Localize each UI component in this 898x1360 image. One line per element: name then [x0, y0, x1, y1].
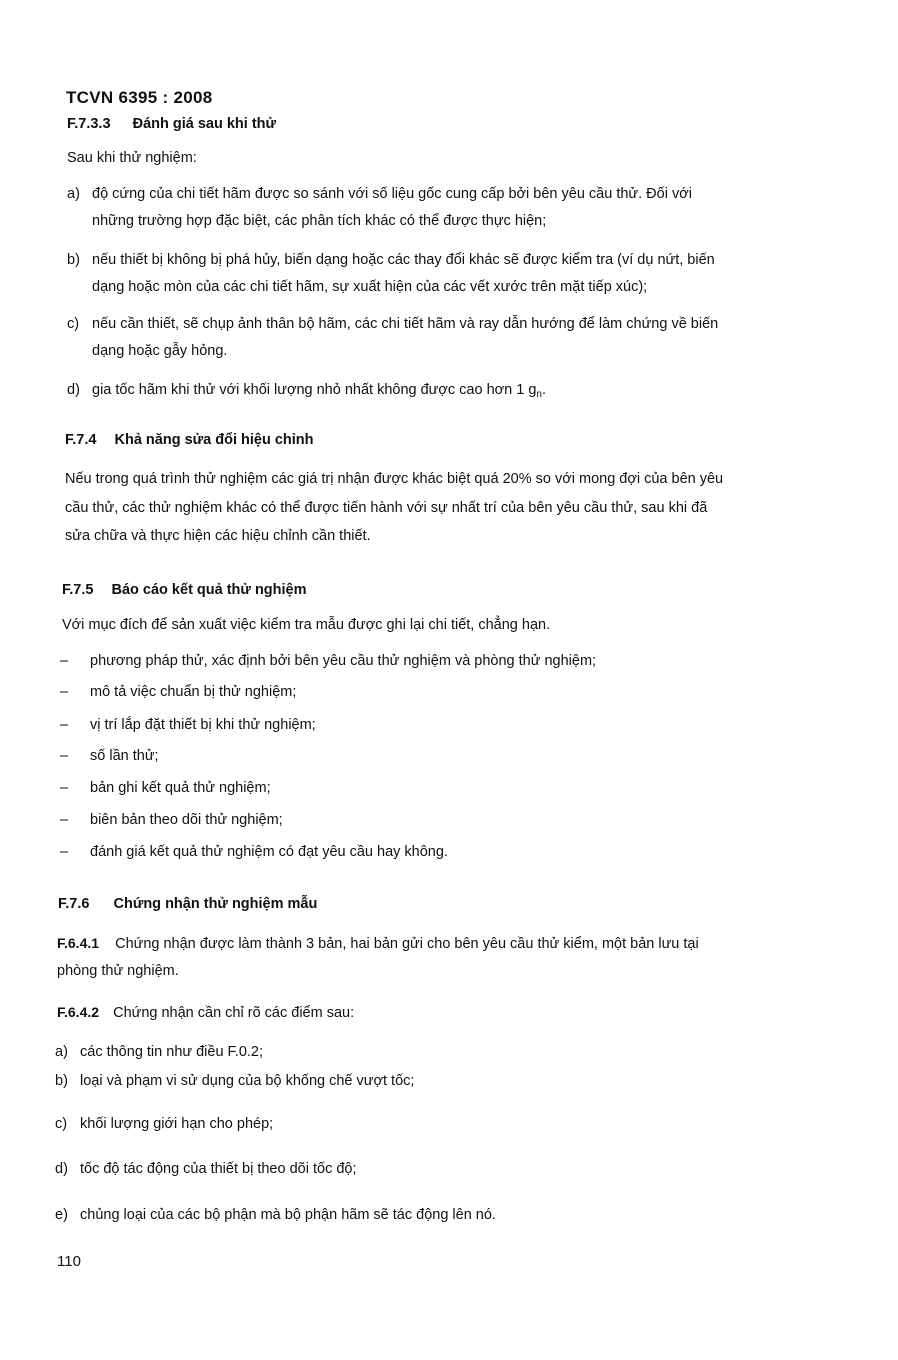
dash-mark: – [60, 684, 69, 700]
item-label: c) [55, 1116, 68, 1132]
section-title: Chứng nhận thử nghiệm mẫu [113, 896, 318, 912]
item-label: b) [67, 252, 80, 268]
section-intro: Với mục đích để sản xuất việc kiểm tra mẫu được ghi lại chi tiết, chẳng hạn. [62, 617, 551, 633]
clause-f642 [57, 1004, 354, 1021]
item-label: a) [55, 1044, 68, 1060]
item-text-line1: nếu thiết bị không bị phá hủy, biến dạng hoặc các thay đổi khác sẽ được kiểm tra (ví dụ nứt, biến [92, 252, 715, 268]
standard-code: TCVN 6395 : 2008 [66, 88, 213, 107]
dash-item-text: số lần thử; [90, 748, 159, 764]
item-label: e) [55, 1207, 68, 1223]
item-text: các thông tin như điều F.0.2; [80, 1044, 264, 1060]
section-number: F.7.5 [62, 582, 94, 598]
item-text: tốc độ tác động của thiết bị theo dõi tốc độ; [80, 1161, 357, 1177]
item-label: d) [55, 1161, 68, 1177]
item-text-line2: những trường hợp đặc biệt, các phân tích khác có thể được thực hiện; [92, 213, 547, 229]
section-title: Báo cáo kết quả thử nghiệm [111, 582, 307, 598]
section-heading-f733 [67, 116, 276, 132]
dash-item-text: đánh giá kết quả thử nghiệm có đạt yêu cầu hay không. [90, 844, 448, 860]
section-heading-f75 [62, 582, 307, 598]
dash-mark: – [60, 844, 69, 860]
clause-text: Chứng nhận cần chỉ rõ các điểm sau: [113, 1005, 355, 1021]
item-text-line2: dạng hoặc gẫy hỏng. [92, 343, 228, 359]
item-text: chủng loại của các bộ phận mà bộ phận hãm sẽ tác động lên nó. [80, 1207, 496, 1223]
section-title: Khả năng sửa đổi hiệu chỉnh [114, 432, 314, 448]
clause-number: F.6.4.1 [57, 935, 100, 951]
list-item [67, 311, 847, 367]
item-text-line2: dạng hoặc mòn của các chi tiết hãm, sự xuất hiện của các vết xước trên mặt tiếp xúc); [92, 279, 648, 295]
item-label: b) [55, 1073, 68, 1089]
item-text-line1: nếu cần thiết, sẽ chụp ảnh thân bộ hãm, các chi tiết hãm và ray dẫn hướng để làm chứng về biến [92, 316, 719, 332]
list-item [67, 377, 847, 405]
item-text: loại và phạm vi sử dụng của bộ khống chế vượt tốc; [80, 1073, 415, 1089]
item-label: d) [67, 382, 80, 398]
clause-number: F.6.4.2 [57, 1004, 100, 1020]
page-number: 110 [57, 1253, 81, 1270]
section-heading-f76 [58, 896, 317, 912]
paragraph-line: cầu thử, các thử nghiệm khác có thể được tiến hành với sự nhất trí của bên yêu cầu thử, sau khi đã [65, 500, 708, 516]
list-item [67, 181, 847, 237]
item-label: a) [67, 186, 80, 202]
list-item [67, 247, 847, 303]
dash-mark: – [60, 748, 69, 764]
dash-item-text: phương pháp thử, xác định bởi bên yêu cầu thử nghiệm và phòng thử nghiệm; [90, 653, 597, 669]
section-number: F.7.3.3 [67, 116, 111, 132]
item-text [92, 377, 546, 408]
item-text-subscript: n [536, 389, 542, 400]
section-heading-f74 [65, 432, 314, 448]
item-text-line1: độ cứng của chi tiết hãm được so sánh với số liệu gốc cung cấp bởi bên yêu cầu thử. Đối với [92, 186, 692, 202]
dash-mark: – [60, 780, 69, 796]
section-number: F.7.4 [65, 432, 97, 448]
dash-item-text: mô tả việc chuẩn bị thử nghiệm; [90, 684, 297, 700]
paragraph-line: Nếu trong quá trình thử nghiệm các giá trị nhận được khác biệt quá 20% so với mong đợi của bên yêu [65, 471, 724, 487]
dash-item-text: vị trí lắp đặt thiết bị khi thử nghiệm; [90, 717, 316, 733]
dash-mark: – [60, 717, 69, 733]
dash-mark: – [60, 812, 69, 828]
clause-text-line2: phòng thử nghiệm. [57, 963, 179, 979]
clause-f641 [57, 935, 699, 952]
section-number: F.7.6 [58, 896, 90, 912]
dash-item-text: biên bản theo dõi thử nghiệm; [90, 812, 283, 828]
section-title: Đánh giá sau khi thử [132, 116, 277, 132]
clause-text-line1: Chứng nhận được làm thành 3 bản, hai bản gửi cho bên yêu cầu thử kiểm, một bản lưu tại [115, 936, 699, 952]
section-intro: Sau khi thử nghiệm: [67, 150, 197, 166]
item-text-tail: . [541, 382, 546, 398]
item-label: c) [67, 316, 80, 332]
paragraph-line: sửa chữa và thực hiện các hiệu chỉnh cần thiết. [65, 528, 371, 544]
item-text-main: gia tốc hãm khi thử với khối lượng nhỏ nhất không được cao hơn 1 g [92, 382, 537, 398]
item-text: khối lượng giới hạn cho phép; [80, 1116, 274, 1132]
dash-mark: – [60, 653, 69, 669]
dash-item-text: bản ghi kết quả thử nghiệm; [90, 780, 271, 796]
